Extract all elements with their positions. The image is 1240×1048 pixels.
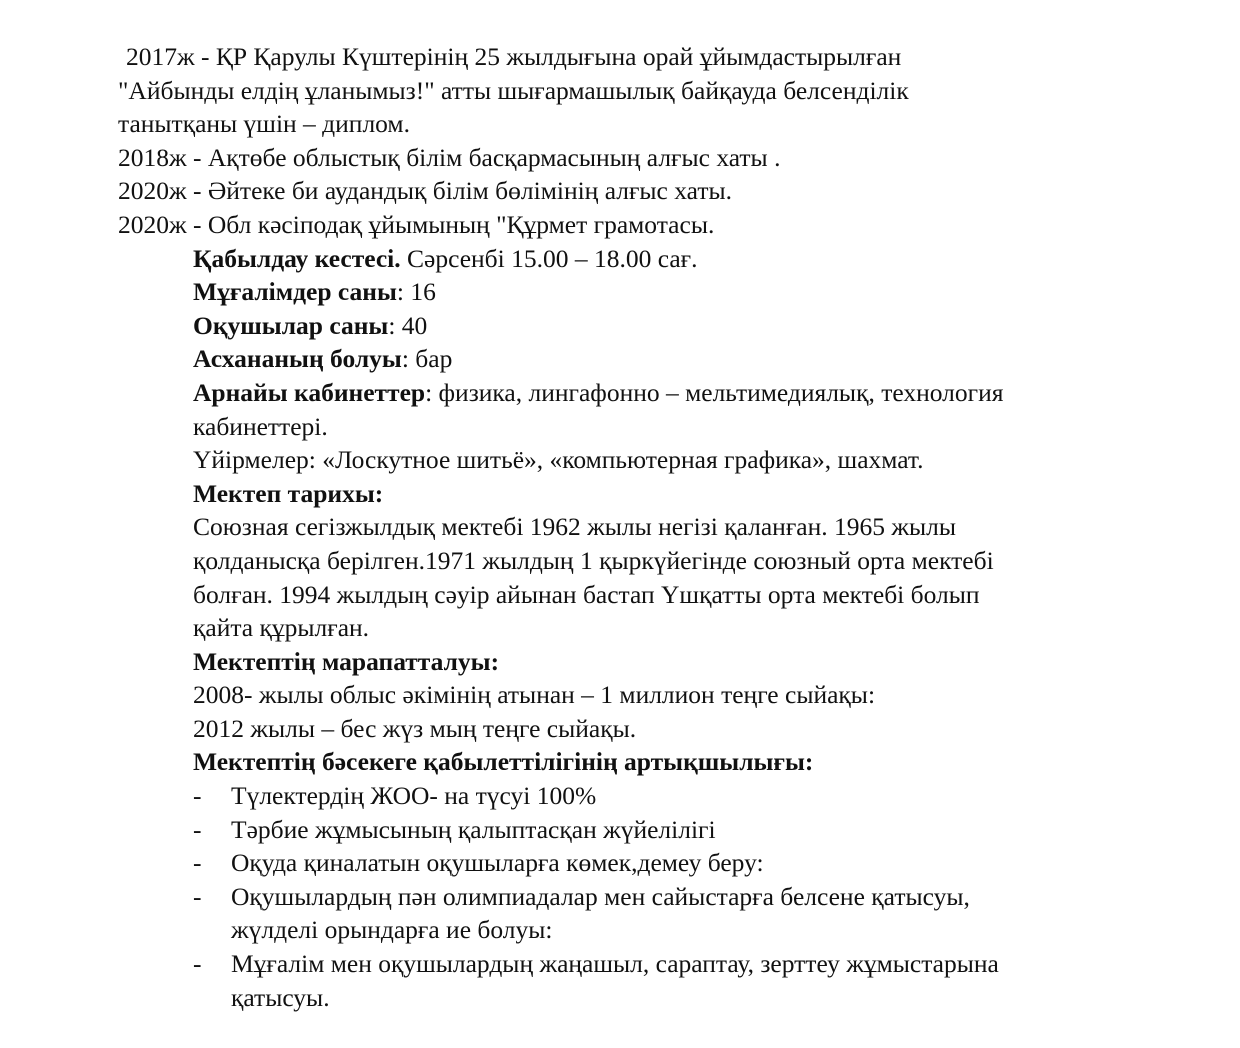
- honor-line-2012: 2012 жылы – бес жүз мың теңге сыйақы.: [193, 713, 637, 743]
- honors-heading-text: Мектептің марапатталуы:: [193, 646, 500, 676]
- dash-bullet: -: [193, 814, 202, 844]
- list-item-cont: жүлделі орындарға ие болуы:: [231, 915, 553, 945]
- award-line-2020-b: 2020ж - Обл кәсіподақ ұйымының "Құрмет грамотасы.: [118, 209, 715, 239]
- list-item-text: Тәрбие жұмысының қалыптасқан жүйелілігі: [231, 814, 716, 844]
- award-line-2018: 2018ж - Ақтөбе облыстық білім басқармасының алғыс хаты .: [118, 142, 781, 172]
- history-heading-text: Мектеп тарихы:: [193, 478, 384, 508]
- students-value: : 40: [388, 310, 428, 340]
- list-item-cont: қатысуы.: [231, 982, 330, 1012]
- list-item: [0, 880, 1240, 914]
- list-item-text: Оқуда қиналатын оқушыларға көмек,демеу беру:: [231, 848, 764, 878]
- advantages-heading-text: Мектептің бәсекеге қабылеттілігінің артықшылығы:: [193, 747, 814, 777]
- teachers-value: : 16: [396, 277, 436, 307]
- canteen-value: : бар: [401, 344, 453, 374]
- award-line-2017-cont: "Айбынды елдің ұланымыз!" атты шығармашылық байқауда белсенділік: [118, 75, 909, 105]
- students-count: [0, 309, 1240, 343]
- school-info-section: [0, 242, 1240, 477]
- award-line-2020-a: 2020ж - Әйтеке би аудандық білім бөлімінің алғыс хаты.: [118, 176, 732, 206]
- advantages-section: [0, 745, 1240, 1014]
- special-cabinets-cont: кабинеттері.: [193, 411, 328, 441]
- award-line-2017-end: танытқаны үшін – диплом.: [118, 109, 410, 139]
- honor-line-2008: 2008- жылы облыс әкімінің атынан – 1 миллион теңге сыйақы:: [193, 680, 876, 710]
- list-item: [0, 846, 1240, 880]
- special-cabinets: [0, 376, 1240, 410]
- honors-section: [0, 645, 1240, 746]
- history-line: қайта құрылған.: [193, 613, 370, 643]
- teachers-label: Мұғалімдер саны: [193, 277, 397, 307]
- history-section: [0, 477, 1240, 645]
- history-line: қолданысқа берілген.1971 жылдың 1 қыркүйегінде союзный орта мектебі: [193, 545, 994, 575]
- advantages-heading: [0, 745, 1240, 779]
- list-item: [0, 813, 1240, 847]
- document-page: [0, 40, 1240, 1014]
- list-item: [0, 947, 1240, 981]
- reception-value: Сәрсенбі 15.00 – 18.00 сағ.: [400, 243, 698, 273]
- dash-bullet: -: [193, 949, 202, 979]
- list-item-text: Түлектердің ЖОО- на түсуі 100%: [231, 781, 597, 811]
- canteen-availability: [0, 342, 1240, 376]
- list-item-text: Мұғалім мен оқушылардың жаңашыл, сараптау, зерттеу жұмыстарына: [231, 949, 999, 979]
- history-line: болған. 1994 жылдың сәуір айынан бастап Үшқатты орта мектебі болып: [193, 579, 980, 609]
- teachers-count: [0, 275, 1240, 309]
- honors-heading: [0, 645, 1240, 679]
- awards-section: [0, 40, 1240, 242]
- reception-schedule: [0, 242, 1240, 276]
- history-line: Союзная сегізжылдық мектебі 1962 жылы негізі қаланған. 1965 жылы: [193, 512, 956, 542]
- list-item: [0, 779, 1240, 813]
- reception-label: Қабылдау кестесі.: [193, 243, 401, 273]
- students-label: Оқушылар саны: [193, 310, 389, 340]
- award-line-2017: 2017ж - ҚР Қарулы Күштерінің 25 жылдығына орай ұйымдастырылған: [126, 42, 902, 71]
- dash-bullet: -: [193, 848, 202, 878]
- clubs-list: Үйірмелер: «Лоскутное шитьё», «компьютерная графика», шахмат.: [193, 445, 924, 475]
- dash-bullet: -: [193, 781, 202, 811]
- history-heading: [0, 477, 1240, 511]
- cabinets-value: : физика, лингафонно – мельтимедиялық, технология: [425, 377, 1004, 407]
- canteen-label: Асхананың болуы: [193, 344, 402, 374]
- cabinets-label: Арнайы кабинеттер: [193, 377, 426, 407]
- dash-bullet: -: [193, 881, 202, 911]
- list-item-text: Оқушылардың пән олимпиадалар мен сайыстарға белсене қатысуы,: [231, 881, 970, 911]
